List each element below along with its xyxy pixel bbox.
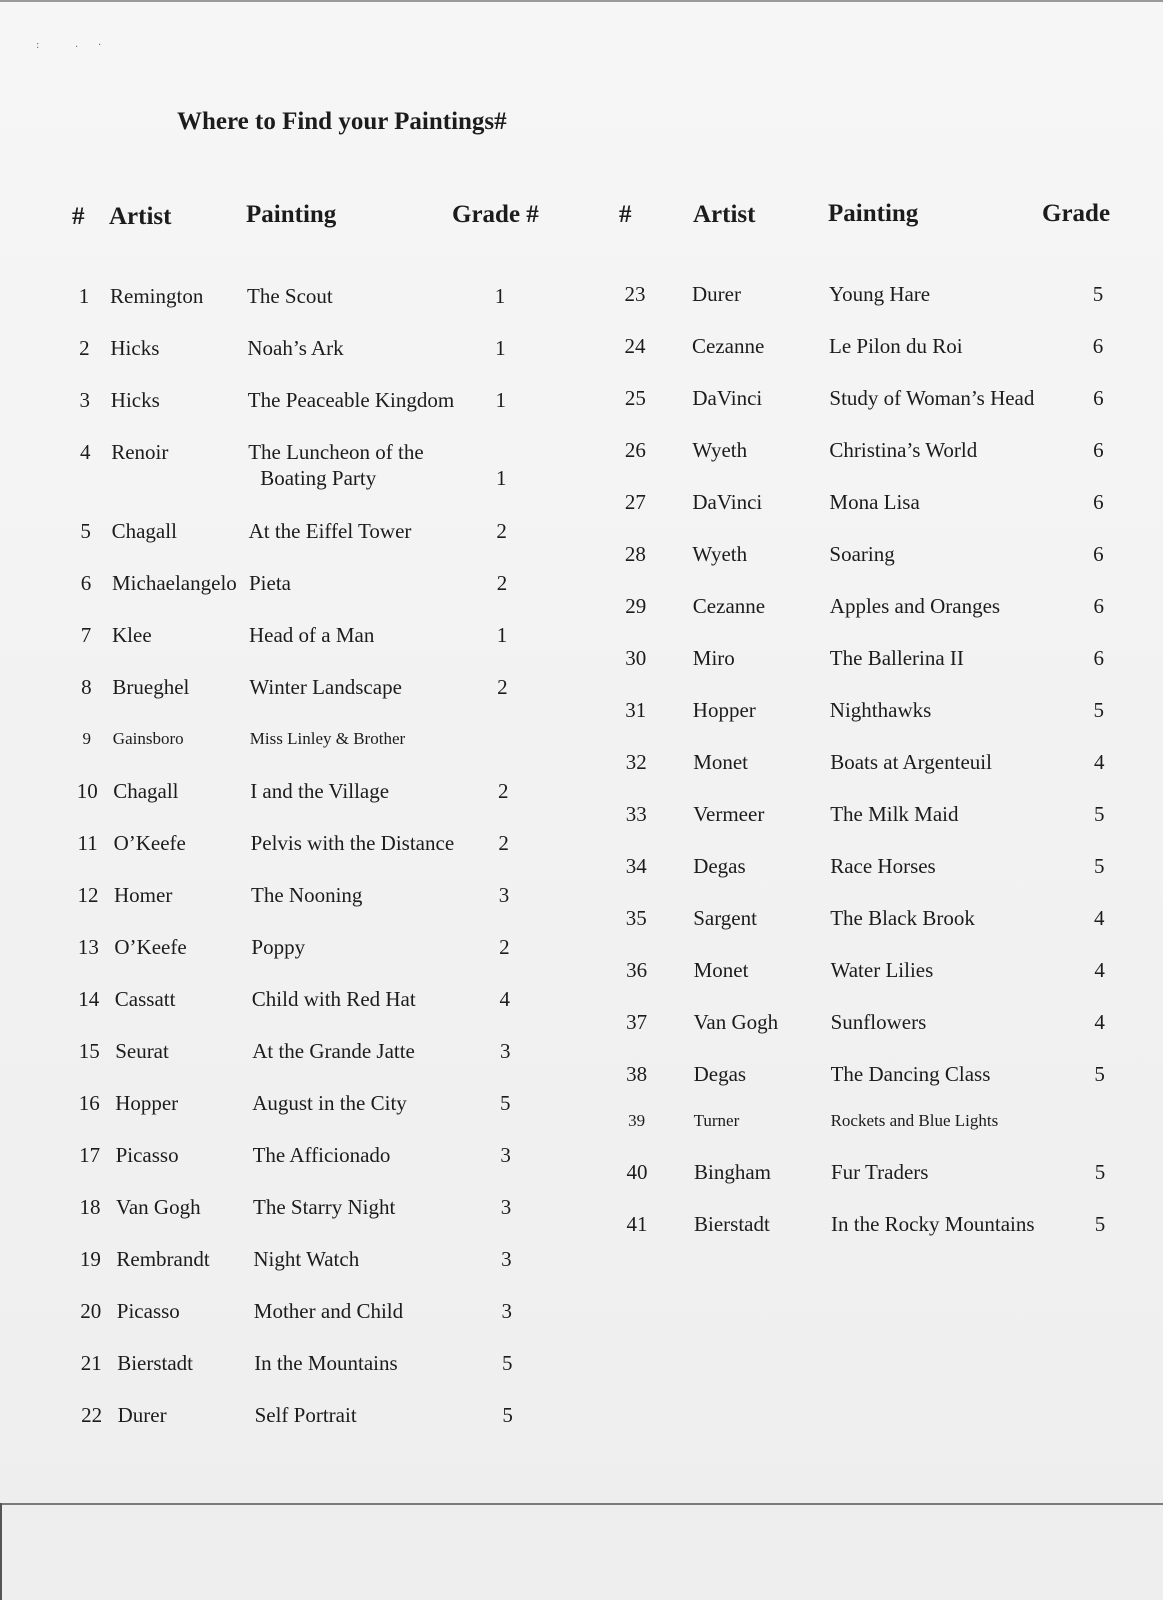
row-grade: 3 (499, 1039, 511, 1063)
row-num: 29 (625, 594, 647, 618)
row-grade: 5 (499, 1091, 511, 1115)
row-painting: Water Lilies (830, 958, 934, 982)
row-artist: Rembrandt (116, 1247, 210, 1271)
row-num: 13 (77, 935, 99, 959)
row-artist: Bingham (694, 1160, 771, 1184)
row-painting: The Milk Maid (830, 802, 959, 826)
row-num: 33 (625, 802, 647, 826)
row-artist: Brueghel (112, 675, 190, 699)
row-painting: Nighthawks (829, 698, 932, 722)
row-painting: Miss Linley & Brother (249, 729, 406, 748)
row-artist: Degas (693, 1062, 747, 1086)
row-artist: Cezanne (692, 334, 765, 358)
row-artist: Hicks (110, 336, 160, 360)
row-painting: Pieta (249, 571, 291, 595)
row-painting: Study of Woman’s Head (829, 386, 1035, 410)
row-grade: 5 (501, 1351, 513, 1375)
page-top-edge (0, 0, 1163, 2)
row-artist: Klee (112, 623, 152, 647)
row-artist: Wyeth (692, 542, 748, 566)
header-left-painting: Painting (246, 201, 337, 228)
row-grade: 6 (1092, 334, 1104, 358)
row-num: 14 (78, 987, 100, 1011)
row-num: 26 (624, 438, 646, 462)
row-painting: Child with Red Hat (251, 987, 416, 1011)
row-num: 22 (81, 1403, 103, 1427)
row-num: 5 (80, 519, 91, 543)
row-artist: Durer (692, 282, 741, 306)
row-grade: 2 (498, 831, 509, 855)
row-num: 40 (626, 1160, 648, 1184)
scan-speck: · (98, 40, 102, 51)
row-artist: Picasso (116, 1299, 180, 1323)
row-grade: 5 (1094, 1160, 1106, 1184)
header-left-grade: Grade # (452, 201, 539, 228)
row-grade: 2 (496, 519, 507, 543)
row-artist: Degas (693, 854, 746, 878)
row-grade: 3 (498, 883, 510, 907)
row-num: 32 (625, 750, 647, 774)
row-grade: 4 (1093, 750, 1105, 774)
row-artist: Sargent (693, 906, 757, 930)
row-num: 8 (81, 675, 92, 699)
row-painting: Fur Traders (831, 1160, 929, 1184)
row-num: 39 (628, 1111, 646, 1130)
row-num: 35 (625, 906, 647, 930)
row-artist: Cezanne (692, 594, 766, 618)
row-num: 15 (78, 1039, 100, 1063)
row-num: 2 (79, 336, 90, 360)
scan-speck: · (75, 42, 79, 53)
row-painting: The Nooning (251, 883, 363, 907)
row-num: 9 (82, 729, 92, 748)
row-num: 21 (80, 1351, 102, 1375)
row-grade: 6 (1093, 386, 1104, 410)
row-painting: The Dancing Class (830, 1062, 991, 1086)
row-grade: 6 (1093, 594, 1105, 618)
row-painting: The Luncheon of the (248, 440, 424, 464)
row-grade: 5 (1094, 1062, 1105, 1086)
row-num: 4 (79, 440, 91, 464)
row-num: 31 (625, 698, 647, 722)
row-artist: Hopper (692, 698, 756, 722)
row-artist: Van Gogh (693, 1010, 779, 1034)
row-num: 1 (78, 284, 90, 308)
row-artist: Chagall (111, 519, 177, 543)
row-num: 38 (626, 1062, 648, 1086)
row-artist: Renoir (111, 440, 169, 464)
row-grade: 4 (1094, 1010, 1105, 1034)
row-painting: The Starry Night (253, 1195, 396, 1219)
row-num: 16 (78, 1091, 100, 1115)
row-grade: 5 (1094, 1212, 1106, 1236)
row-painting: In the Mountains (254, 1351, 398, 1375)
row-num: 17 (79, 1143, 101, 1167)
header-left-num: # (72, 203, 85, 230)
row-painting: Night Watch (253, 1247, 360, 1271)
row-artist: DaVinci (692, 490, 763, 514)
row-grade: 3 (501, 1299, 513, 1323)
row-grade: 5 (1092, 282, 1104, 306)
row-num: 6 (80, 571, 92, 595)
row-artist: Wyeth (692, 438, 748, 462)
row-num: 41 (626, 1212, 648, 1236)
row-painting: Pelvis with the Distance (250, 831, 455, 855)
row-artist: Picasso (115, 1143, 179, 1167)
row-painting: Sunflowers (830, 1010, 927, 1034)
row-grade: 1 (496, 623, 508, 647)
row-artist: Remington (110, 284, 204, 308)
row-artist: Durer (117, 1403, 167, 1427)
row-painting: August in the City (252, 1091, 407, 1115)
row-painting: The Black Brook (830, 906, 975, 930)
row-painting: Noah’s Ark (247, 336, 344, 360)
row-artist: Turner (693, 1111, 740, 1130)
row-artist: Seurat (115, 1039, 169, 1063)
row-artist: Hopper (115, 1091, 179, 1115)
row-painting: Apples and Oranges (829, 594, 1001, 618)
row-grade: 2 (496, 571, 508, 595)
row-num: 18 (79, 1195, 101, 1219)
row-painting: At the Eiffel Tower (248, 519, 412, 543)
row-painting: The Afficionado (252, 1143, 391, 1167)
row-artist: O’Keefe (113, 831, 186, 855)
row-grade: 4 (499, 987, 511, 1011)
row-grade: 6 (1093, 490, 1104, 514)
row-painting: Head of a Man (249, 623, 375, 647)
row-painting: The Ballerina II (829, 646, 964, 670)
row-grade: 3 (501, 1247, 512, 1271)
row-painting: Poppy (251, 935, 306, 959)
row-grade: 1 (495, 336, 506, 360)
row-num: 10 (76, 779, 98, 803)
row-painting: Young Hare (829, 282, 931, 306)
row-artist: Gainsboro (112, 729, 184, 748)
scan-speck: : (36, 40, 40, 51)
row-grade: 5 (1093, 854, 1105, 878)
row-num: 37 (626, 1010, 648, 1034)
row-num: 36 (626, 958, 648, 982)
row-painting: Soaring (829, 542, 895, 566)
row-num: 25 (624, 386, 646, 410)
row-grade: 4 (1094, 958, 1105, 982)
row-grade: 2 (499, 935, 510, 959)
row-artist: Monet (693, 958, 749, 982)
row-grade: 2 (497, 675, 508, 699)
row-num: 30 (625, 646, 647, 670)
page-title: Where to Find your Paintings# (177, 108, 507, 135)
header-left-artist: Artist (109, 203, 172, 230)
row-painting: I and the Village (250, 779, 390, 803)
row-painting: The Peaceable Kingdom (247, 388, 455, 412)
row-painting: At the Grande Jatte (252, 1039, 415, 1063)
row-num: 19 (79, 1247, 101, 1271)
row-artist: Bierstadt (694, 1212, 770, 1236)
row-painting-line2: Boating Party (260, 466, 377, 490)
page-bottom-rule (0, 1503, 1163, 1505)
row-grade: 5 (1093, 698, 1105, 722)
row-num: 7 (80, 623, 92, 647)
row-painting: Le Pilon du Roi (829, 334, 963, 358)
row-grade: 3 (500, 1195, 512, 1219)
row-artist: Cassatt (114, 987, 176, 1011)
header-right-num: # (619, 201, 632, 228)
row-grade: 1 (495, 466, 507, 490)
row-num: 12 (77, 883, 99, 907)
row-artist: Miro (692, 646, 735, 670)
row-painting: Boats at Argenteuil (830, 750, 992, 774)
row-num: 23 (624, 282, 646, 306)
row-grade: 5 (1093, 802, 1105, 826)
row-grade: 1 (495, 388, 507, 412)
header-right-grade: Grade (1042, 200, 1111, 227)
row-artist: Hicks (110, 388, 160, 412)
row-artist: Monet (693, 750, 749, 774)
row-painting: Christina’s World (829, 438, 978, 462)
row-num: 20 (80, 1299, 102, 1323)
row-grade: 3 (500, 1143, 511, 1167)
row-num: 11 (77, 831, 98, 855)
row-artist: Homer (114, 883, 173, 907)
row-painting: Self Portrait (254, 1403, 357, 1427)
row-painting: Winter Landscape (249, 675, 402, 699)
row-painting: Mother and Child (253, 1299, 404, 1323)
row-painting: Rockets and Blue Lights (830, 1111, 999, 1130)
row-num: 34 (625, 854, 647, 878)
row-grade: 4 (1093, 906, 1105, 930)
row-grade: 6 (1093, 646, 1105, 670)
row-artist: Chagall (113, 779, 179, 803)
row-grade: 5 (502, 1403, 513, 1427)
row-artist: DaVinci (692, 386, 763, 410)
row-artist: Michaelangelo (112, 571, 237, 595)
row-grade: 2 (497, 779, 509, 803)
row-num: 24 (624, 334, 646, 358)
row-artist: Vermeer (693, 802, 765, 826)
row-artist: Van Gogh (116, 1195, 201, 1219)
header-right-painting: Painting (828, 200, 919, 227)
row-num: 27 (624, 490, 646, 514)
row-grade: 6 (1093, 438, 1104, 462)
row-num: 28 (624, 542, 646, 566)
row-grade: 1 (494, 284, 506, 308)
row-grade: 6 (1093, 542, 1104, 566)
row-num: 3 (79, 388, 91, 412)
row-painting: Race Horses (830, 854, 936, 878)
header-right-artist: Artist (693, 201, 756, 228)
row-painting: Mona Lisa (829, 490, 920, 514)
row-painting: The Scout (247, 284, 333, 308)
page-left-edge (0, 1503, 2, 1600)
row-artist: Bierstadt (117, 1351, 194, 1375)
row-painting: In the Rocky Mountains (831, 1212, 1035, 1236)
row-artist: O’Keefe (114, 935, 187, 959)
